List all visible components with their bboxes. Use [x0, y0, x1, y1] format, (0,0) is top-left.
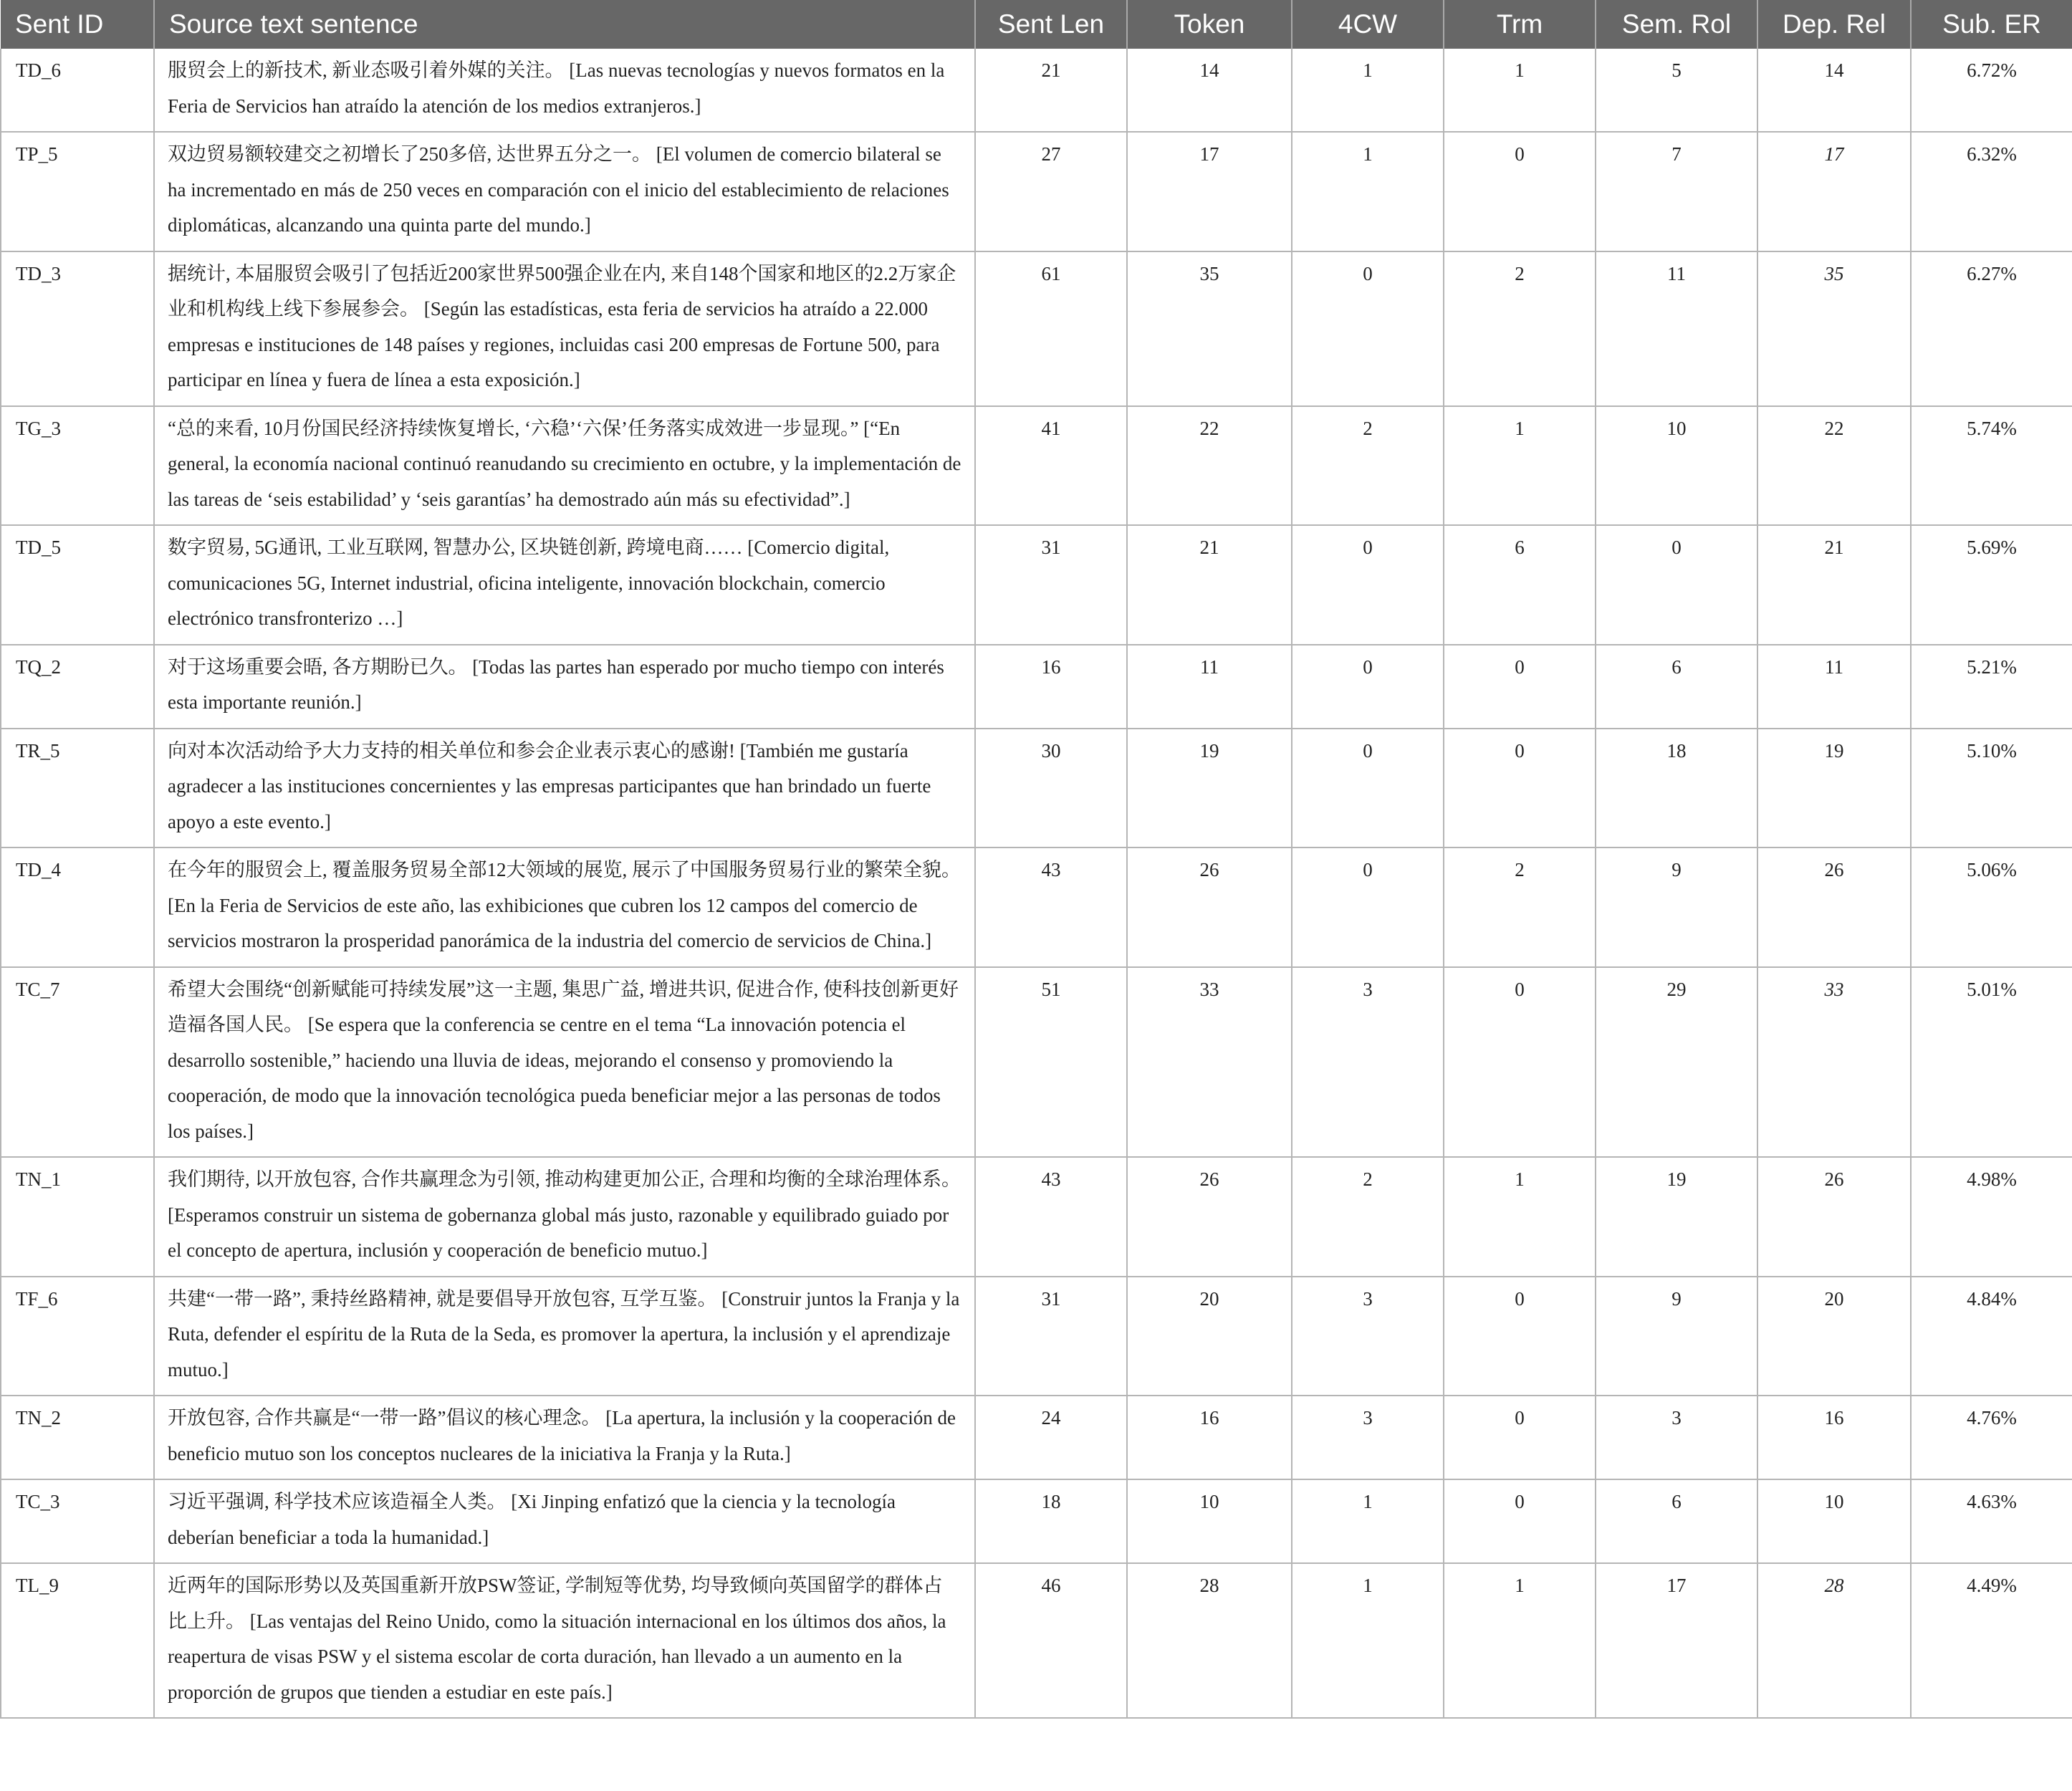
cell-dep-rel: 20: [1757, 1277, 1911, 1396]
cell-token: 17: [1127, 132, 1292, 251]
table-header-row: [1, 0, 2072, 49]
cell-dep-rel: 21: [1757, 525, 1911, 645]
cell-token: 16: [1127, 1396, 1292, 1479]
cell-sent-len: 24: [975, 1396, 1127, 1479]
cell-4cw: 3: [1292, 967, 1444, 1158]
cell-4cw: 1: [1292, 1563, 1444, 1718]
cell-source-text: “总的来看, 10月份国民经济持续恢复增长, ‘六稳’‘六保’任务落实成效进一步显现。” [“En general, la economía nacional continuó reanudando su crecimiento en octubre, y la implementación de las tareas de ‘seis estabilidad’ y ‘seis garantías’ ha demostrado aún más su efectividad”.]: [154, 406, 975, 526]
cell-trm: 1: [1444, 1563, 1596, 1718]
cell-sent-len: 43: [975, 1157, 1127, 1277]
cell-token: 22: [1127, 406, 1292, 526]
cell-trm: 0: [1444, 1277, 1596, 1396]
cell-sem-rol: 6: [1596, 1479, 1757, 1563]
cell-token: 35: [1127, 251, 1292, 406]
cell-dep-rel: 22: [1757, 406, 1911, 526]
table-row: [1, 525, 2072, 645]
cell-sent-id: TD_6: [1, 49, 154, 132]
table-row: [1, 406, 2072, 526]
cell-trm: 1: [1444, 1157, 1596, 1277]
cell-sem-rol: 10: [1596, 406, 1757, 526]
cell-sent-id: TQ_2: [1, 645, 154, 729]
cell-4cw: 3: [1292, 1277, 1444, 1396]
cell-token: 19: [1127, 729, 1292, 848]
cell-source-text: 据统计, 本届服贸会吸引了包括近200家世界500强企业在内, 来自148个国家和地区的2.2万家企业和机构线上线下参展参会。 [Según las estadísticas, esta feria de servicios ha atraído a 22.000 empresas e instituciones de 148 países y regiones, incluidas casi 200 empresas de Fortune 500, para participar en línea y fuera de línea a esta exposición.]: [154, 251, 975, 406]
cell-4cw: 2: [1292, 406, 1444, 526]
col-header-sem-rol: Sem. Rol: [1596, 0, 1757, 49]
cell-dep-rel: 26: [1757, 848, 1911, 967]
cell-source-text: 我们期待, 以开放包容, 合作共赢理念为引领, 推动构建更加公正, 合理和均衡的全球治理体系。 [Esperamos construir un sistema de gobernanza global más justo, razonable y equilibrado guiado por el concepto de apertura, inclusión y cooperación de beneficio mutuo.]: [154, 1157, 975, 1277]
cell-sub-er: 4.84%: [1911, 1277, 2072, 1396]
cell-sem-rol: 19: [1596, 1157, 1757, 1277]
cell-4cw: 1: [1292, 132, 1444, 251]
cell-sem-rol: 0: [1596, 525, 1757, 645]
cell-sent-id: TL_9: [1, 1563, 154, 1718]
cell-sent-id: TP_5: [1, 132, 154, 251]
cell-sem-rol: 17: [1596, 1563, 1757, 1718]
cell-4cw: 1: [1292, 49, 1444, 132]
cell-4cw: 2: [1292, 1157, 1444, 1277]
table-row: [1, 645, 2072, 729]
cell-token: 21: [1127, 525, 1292, 645]
cell-sent-id: TG_3: [1, 406, 154, 526]
cell-sent-len: 27: [975, 132, 1127, 251]
cell-sent-id: TN_2: [1, 1396, 154, 1479]
cell-sent-len: 51: [975, 967, 1127, 1158]
cell-sent-id: TC_3: [1, 1479, 154, 1563]
cell-sem-rol: 18: [1596, 729, 1757, 848]
cell-trm: 0: [1444, 1396, 1596, 1479]
cell-sub-er: 5.06%: [1911, 848, 2072, 967]
cell-source-text: 近两年的国际形势以及英国重新开放PSW签证, 学制短等优势, 均导致倾向英国留学的群体占比上升。 [Las ventajas del Reino Unido, como la situación internacional en los últimos dos años, la reapertura de visas PSW y el sistema escolar de corta duración, han llevado a un aumento en la proporción de grupos que tienden a estudiar en este país.]: [154, 1563, 975, 1718]
cell-source-text: 习近平强调, 科学技术应该造福全人类。 [Xi Jinping enfatizó que la ciencia y la tecnología deberían beneficiar a toda la humanidad.]: [154, 1479, 975, 1563]
cell-sem-rol: 7: [1596, 132, 1757, 251]
table-row: [1, 1277, 2072, 1396]
col-header-source-text: Source text sentence: [154, 0, 975, 49]
cell-token: 33: [1127, 967, 1292, 1158]
cell-source-text: 希望大会围绕“创新赋能可持续发展”这一主题, 集思广益, 增进共识, 促进合作, 使科技创新更好造福各国人民。 [Se espera que la conferencia se centre en el tema “La innovación potencia el desarrollo sostenible,” haciendo una lluvia de ideas, mejorando el consenso y promoviendo la cooperación, de modo que la innovación tecnológica pueda beneficiar mejor a las personas de todos los países.]: [154, 967, 975, 1158]
cell-sub-er: 4.49%: [1911, 1563, 2072, 1718]
cell-source-text: 双边贸易额较建交之初增长了250多倍, 达世界五分之一。 [El volumen de comercio bilateral se ha incrementado en más de 250 veces en comparación con el inicio del establecimiento de relaciones diplomáticas, alcanzando una quinta parte del mundo.]: [154, 132, 975, 251]
cell-sem-rol: 6: [1596, 645, 1757, 729]
cell-sem-rol: 9: [1596, 1277, 1757, 1396]
cell-dep-rel: 14: [1757, 49, 1911, 132]
cell-sem-rol: 11: [1596, 251, 1757, 406]
cell-dep-rel: 28: [1757, 1563, 1911, 1718]
cell-token: 26: [1127, 1157, 1292, 1277]
cell-trm: 0: [1444, 1479, 1596, 1563]
cell-sent-id: TD_5: [1, 525, 154, 645]
cell-source-text: 向对本次活动给予大力支持的相关单位和参会企业表示衷心的感谢! [También me gustaría agradecer a las instituciones concernientes y las empresas participantes que han brindado un fuerte apoyo a este evento.]: [154, 729, 975, 848]
cell-sent-len: 46: [975, 1563, 1127, 1718]
cell-sub-er: 5.10%: [1911, 729, 2072, 848]
cell-source-text: 共建“一带一路”, 秉持丝路精神, 就是要倡导开放包容, 互学互鉴。 [Construir juntos la Franja y la Ruta, defender el espíritu de la Ruta de la Seda, es promover la apertura, la inclusión y el aprendizaje mutuo.]: [154, 1277, 975, 1396]
cell-sub-er: 4.98%: [1911, 1157, 2072, 1277]
cell-4cw: 0: [1292, 251, 1444, 406]
cell-sent-len: 43: [975, 848, 1127, 967]
cell-source-text: 在今年的服贸会上, 覆盖服务贸易全部12大领域的展览, 展示了中国服务贸易行业的繁荣全貌。 [En la Feria de Servicios de este año, las exhibiciones que cubren los 12 campos del comercio de servicios mostraron la prosperidad panorámica de la industria del comercio de servicios de China.]: [154, 848, 975, 967]
cell-trm: 0: [1444, 967, 1596, 1158]
cell-sent-len: 30: [975, 729, 1127, 848]
table-row: [1, 967, 2072, 1158]
table-row: [1, 1157, 2072, 1277]
cell-dep-rel: 10: [1757, 1479, 1911, 1563]
cell-sub-er: 4.63%: [1911, 1479, 2072, 1563]
cell-sub-er: 5.69%: [1911, 525, 2072, 645]
cell-dep-rel: 35: [1757, 251, 1911, 406]
table-row: [1, 49, 2072, 132]
cell-sent-len: 41: [975, 406, 1127, 526]
cell-token: 26: [1127, 848, 1292, 967]
cell-4cw: 0: [1292, 848, 1444, 967]
cell-sent-id: TC_7: [1, 967, 154, 1158]
cell-sub-er: 5.01%: [1911, 967, 2072, 1158]
cell-trm: 0: [1444, 645, 1596, 729]
cell-4cw: 0: [1292, 525, 1444, 645]
cell-dep-rel: 17: [1757, 132, 1911, 251]
table-row: [1, 848, 2072, 967]
cell-4cw: 3: [1292, 1396, 1444, 1479]
cell-sent-id: TD_4: [1, 848, 154, 967]
table-row: [1, 1479, 2072, 1563]
cell-sub-er: 5.21%: [1911, 645, 2072, 729]
cell-dep-rel: 26: [1757, 1157, 1911, 1277]
cell-trm: 0: [1444, 729, 1596, 848]
col-header-dep-rel: Dep. Rel: [1757, 0, 1911, 49]
table-row: [1, 729, 2072, 848]
cell-token: 11: [1127, 645, 1292, 729]
cell-token: 28: [1127, 1563, 1292, 1718]
cell-dep-rel: 33: [1757, 967, 1911, 1158]
cell-token: 10: [1127, 1479, 1292, 1563]
cell-sub-er: 6.32%: [1911, 132, 2072, 251]
cell-sub-er: 4.76%: [1911, 1396, 2072, 1479]
cell-token: 14: [1127, 49, 1292, 132]
cell-sent-id: TR_5: [1, 729, 154, 848]
cell-dep-rel: 16: [1757, 1396, 1911, 1479]
cell-dep-rel: 11: [1757, 645, 1911, 729]
table-row: [1, 132, 2072, 251]
cell-sent-len: 16: [975, 645, 1127, 729]
cell-source-text: 服贸会上的新技术, 新业态吸引着外媒的关注。 [Las nuevas tecnologías y nuevos formatos en la Feria de Servicios han atraído la atención de los medios extranjeros.]: [154, 49, 975, 132]
col-header-sent-id: Sent ID: [1, 0, 154, 49]
cell-source-text: 开放包容, 合作共赢是“一带一路”倡议的核心理念。 [La apertura, la inclusión y la cooperación de beneficio mutuo son los conceptos nucleares de la iniciativa la Franja y la Ruta.]: [154, 1396, 975, 1479]
cell-sem-rol: 3: [1596, 1396, 1757, 1479]
table-body: [1, 49, 2072, 1718]
cell-trm: 2: [1444, 848, 1596, 967]
cell-sent-id: TN_1: [1, 1157, 154, 1277]
col-header-4cw: 4CW: [1292, 0, 1444, 49]
cell-sub-er: 6.72%: [1911, 49, 2072, 132]
cell-token: 20: [1127, 1277, 1292, 1396]
cell-4cw: 1: [1292, 1479, 1444, 1563]
cell-sem-rol: 9: [1596, 848, 1757, 967]
col-header-sent-len: Sent Len: [975, 0, 1127, 49]
cell-sent-len: 31: [975, 1277, 1127, 1396]
col-header-token: Token: [1127, 0, 1292, 49]
cell-trm: 0: [1444, 132, 1596, 251]
cell-4cw: 0: [1292, 645, 1444, 729]
cell-sub-er: 6.27%: [1911, 251, 2072, 406]
cell-sem-rol: 29: [1596, 967, 1757, 1158]
table-row: [1, 251, 2072, 406]
cell-sent-len: 18: [975, 1479, 1127, 1563]
cell-trm: 1: [1444, 49, 1596, 132]
cell-sub-er: 5.74%: [1911, 406, 2072, 526]
table-row: [1, 1563, 2072, 1718]
cell-trm: 1: [1444, 406, 1596, 526]
cell-trm: 6: [1444, 525, 1596, 645]
col-header-trm: Trm: [1444, 0, 1596, 49]
cell-sem-rol: 5: [1596, 49, 1757, 132]
cell-sent-id: TF_6: [1, 1277, 154, 1396]
table-row: [1, 1396, 2072, 1479]
cell-sent-len: 61: [975, 251, 1127, 406]
cell-sent-id: TD_3: [1, 251, 154, 406]
cell-source-text: 对于这场重要会晤, 各方期盼已久。 [Todas las partes han esperado por mucho tiempo con interés esta importante reunión.]: [154, 645, 975, 729]
cell-4cw: 0: [1292, 729, 1444, 848]
cell-sent-len: 31: [975, 525, 1127, 645]
cell-dep-rel: 19: [1757, 729, 1911, 848]
cell-source-text: 数字贸易, 5G通讯, 工业互联网, 智慧办公, 区块链创新, 跨境电商…… [Comercio digital, comunicaciones 5G, Internet industrial, oficina inteligente, innovación blockchain, comercio electrónico transfronterizo …]: [154, 525, 975, 645]
col-header-sub-er: Sub. ER: [1911, 0, 2072, 49]
cell-trm: 2: [1444, 251, 1596, 406]
cell-sent-len: 21: [975, 49, 1127, 132]
